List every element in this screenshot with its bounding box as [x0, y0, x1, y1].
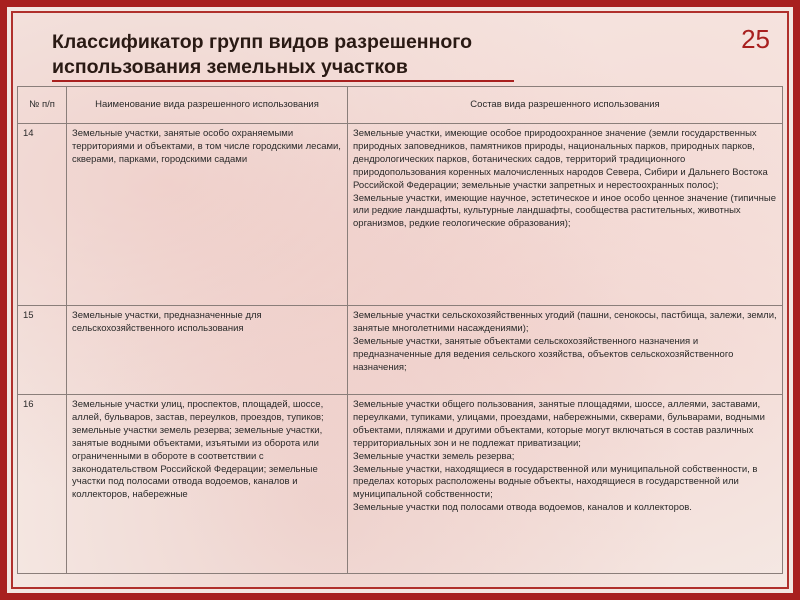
composition-item: Земельные участки общего пользования, занятые площадями, шоссе, аллеями, заставами, переулками, тупиками, улицами, проездами, набережными, скверами, бульварами, водными объектами, пляжами и другими объектами, которые могут включаться в состав различных территориальных зон и не подлежат приватизации; — [353, 399, 765, 449]
row-number: 16 — [18, 395, 67, 574]
composition-item: Земельные участки, занятые объектами сельскохозяйственного назначения и предназначенные для ведения сельского хозяйства, объектов сельскохозяйственного назначения; — [353, 335, 734, 373]
composition-item: Земельные участки, находящиеся в государственной или муниципальной собственности, в пределах которых расположены водные объекты, находящиеся в государственной или муниципальной собственности; — [353, 463, 758, 501]
header-name: Наименование вида разрешенного использования — [67, 87, 348, 124]
table-row — [18, 306, 783, 395]
table-header-row — [18, 87, 783, 124]
composition-item: Земельные участки земель резерва; — [353, 450, 515, 462]
page-number: 25 — [741, 24, 770, 54]
slide-title-line-1: Классификатор групп видов разрешенного — [52, 31, 473, 53]
composition-item: Земельные участки под полосами отвода водоемов, каналов и коллекторов. — [353, 502, 692, 514]
slide-title — [52, 30, 652, 80]
table-row — [18, 395, 783, 574]
row-name: Земельные участки, предназначенные для сельскохозяйственного использования — [67, 306, 348, 395]
title-underline — [52, 80, 514, 82]
composition-item: Земельные участки, имеющие научное, эстетическое и иное особо ценное значение (типичные или редкие ландшафты, культурные ландшафты, сообщества растительных, животных организмов, редкие геологические образования); — [353, 192, 777, 230]
row-name: Земельные участки, занятые особо охраняемыми территориями и объектами, в том числе городскими лесами, скверами, парками, городскими садами — [67, 124, 348, 306]
row-number: 14 — [18, 124, 67, 306]
row-number: 15 — [18, 306, 67, 395]
header-composition: Состав вида разрешенного использования — [348, 87, 783, 124]
row-composition — [348, 306, 783, 395]
composition-item: Земельные участки, имеющие особое природоохранное значение (земли государственных природных заповедников, памятников природы, национальных парков, природных парков, дендрологических парков, ботанических садов, территорий традиционного природопользования коренных малочисленных народов Севера, Сибири и Дальнего Востока Российской Федерации; земельные участки запретных и нерестоохранных полос); — [353, 128, 768, 191]
row-composition — [348, 124, 783, 306]
slide-title-line-2: использования земельных участков — [52, 56, 408, 78]
row-name: Земельные участки улиц, проспектов, площадей, шоссе, аллей, бульваров, застав, переулков, проездов, тупиков; земельные участки земель резерва; земельные участки, занятые водными объектами, изъятыми из оборота или ограниченными в обороте в соответствии с законодательством Российской Федерации; земельные участки под полосами отвода водоемов, каналов и коллекторов, набережные — [67, 395, 348, 574]
header-number: № п/п — [18, 87, 67, 124]
classifier-table — [17, 86, 783, 574]
composition-item: Земельные участки сельскохозяйственных угодий (пашни, сенокосы, пастбища, залежи, земли, занятые многолетними насаждениями); — [353, 310, 777, 334]
table-row — [18, 124, 783, 306]
row-composition — [348, 395, 783, 574]
